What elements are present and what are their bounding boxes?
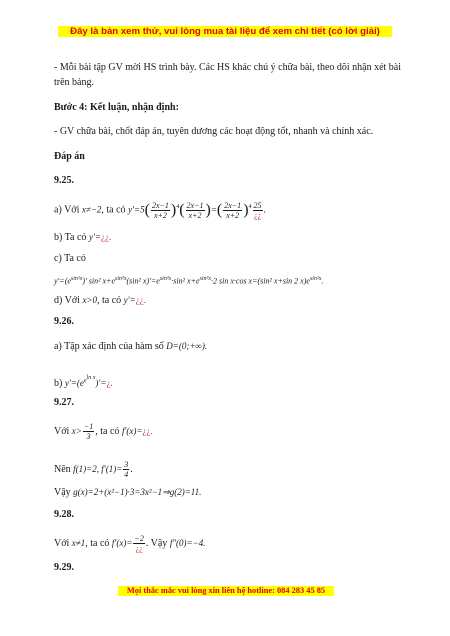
hotline-footer: Mọi thắc mắc vui lòng xin liên hệ hotline: 084 283 45 85 (118, 586, 334, 596)
exercise-9-26-a: a) Tập xác định của hàm số D=(0;+∞). (54, 341, 208, 352)
exercise-9-25-c-expr: $y'=(e^{sin^2x})'$ sin² $x+e^{sin^2x}(\sin^2$ $x)'=e^{sin^2x}\cdot\sin^2$ $x+e^{sin^2x}\cdot 2$ sin x·cos x=(sin² x+sin 2 $x)e^{sin^2x}$. (54, 276, 324, 286)
exercise-9-25-b: b) Ta có y′=¿¿. (54, 232, 112, 243)
exercise-9-28-line: Với x≠1, ta có f′(x)= $\frac{-2}{¿¿}$ . Vậy f″(0)=−4. (54, 534, 206, 553)
exercise-9-26-b: b) $y'=(e^{e^{ln x}})'=¿$. (54, 375, 113, 389)
exercise-9-29-title: 9.29. (54, 562, 74, 573)
step4-text: - GV chữa bài, chốt đáp án, tuyên dương các hoạt động tốt, nhanh và chính xác. (54, 126, 374, 137)
step4-heading: Bước 4: Kết luận, nhận định: (54, 102, 179, 113)
exercise-9-25-d: d) Với x>0, ta có y′=¿¿. (54, 295, 146, 306)
exercise-9-26-title: 9.26. (54, 316, 74, 327)
exercise-9-27-line3: Vậy g(x)=2+(x²−1)·3=3x²−1⇒g(2)=11. (54, 487, 202, 498)
exercise-9-25-title: 9.25. (54, 175, 74, 186)
preview-banner: Đây là bản xem thử, vui lòng mua tài liệu để xem chi tiết (có lời giải) (58, 26, 392, 37)
exercise-9-25-a: a) Với x≠−2, ta có y′=5( $\frac{2x-1}{x+2}$ )$^4$( $\frac{2x-1}{x+2}$ )=( $\frac{2x-1}{x+2}$ )$^4$ $\frac{25}{¿¿}$ . (54, 200, 267, 220)
exercise-9-28-title: 9.28. (54, 509, 74, 520)
exercise-9-27-line2: Nên f(1)=2, f′(1)= $\frac{3}{4}$ . (54, 460, 133, 479)
answer-heading: Đáp án (54, 151, 85, 162)
exercise-9-27-line1: Với x> $\frac{-1}{3}$ , ta có f′(x)=¿¿. (54, 422, 153, 441)
exercise-9-27-title: 9.27. (54, 397, 74, 408)
intro-paragraph: - Mỗi bài tập GV mời HS trình bày. Các HS khác chú ý chữa bài, theo dõi nhận xét bài trên bảng. (54, 62, 402, 88)
exercise-9-25-c-label: c) Ta có (54, 253, 86, 264)
